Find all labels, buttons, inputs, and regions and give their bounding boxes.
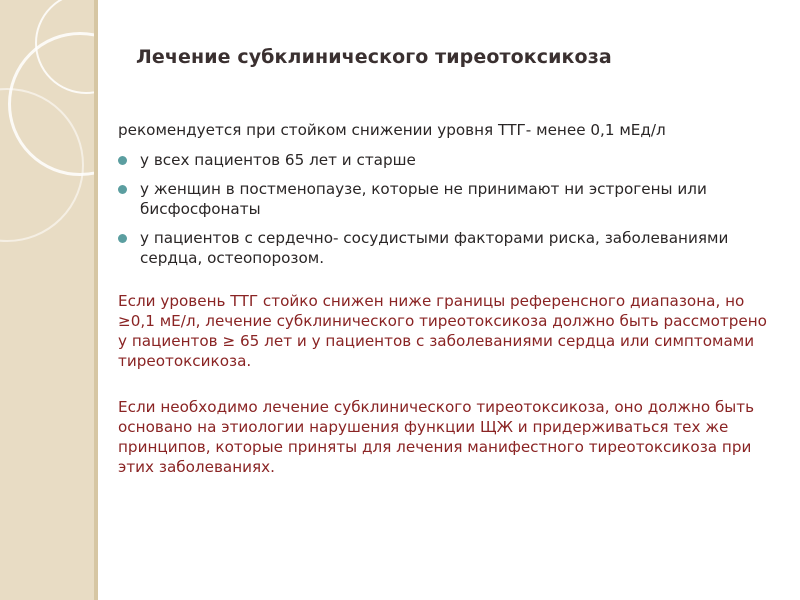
bullet-dot-icon <box>118 156 127 165</box>
bullet-text: у всех пациентов 65 лет и старше <box>140 151 416 169</box>
slide-content <box>118 120 778 477</box>
bullet-dot-icon <box>118 234 127 243</box>
bullet-dot-icon <box>118 185 127 194</box>
slide-title: Лечение субклинического тиреотоксикоза <box>136 46 612 68</box>
bullet-item <box>118 179 778 219</box>
bullet-text: у женщин в постменопаузе, которые не принимают ни эстрогены или бисфосфонаты <box>140 180 707 218</box>
recommendation-paragraph: Если уровень ТТГ стойко снижен ниже границы референсного диапазона, но ≥0,1 мЕ/л, лечение субклинического тиреотоксикоза должно быть рассмотрено у пациентов ≥ 65 лет и у пациентов с заболеваниями сердца или симптомами тиреотоксикоза. <box>118 292 767 370</box>
bullet-list <box>118 150 778 268</box>
decorative-stripe <box>94 0 98 600</box>
treatment-paragraph: Если необходимо лечение субклинического тиреотоксикоза, оно должно быть основано на этиологии нарушения функции ЩЖ и придерживаться тех же принципов, которые приняты для лечения манифестного тиреотоксикоза при этих заболеваниях. <box>118 398 755 476</box>
intro-text: рекомендуется при стойком снижении уровня ТТГ- менее 0,1 мЕд/л <box>118 121 666 139</box>
decorative-side-panel <box>0 0 94 600</box>
bullet-text: у пациентов с сердечно- сосудистыми факторами риска, заболеваниями сердца, остеопорозом. <box>140 229 729 267</box>
bullet-item <box>118 150 778 170</box>
bullet-item <box>118 228 778 268</box>
